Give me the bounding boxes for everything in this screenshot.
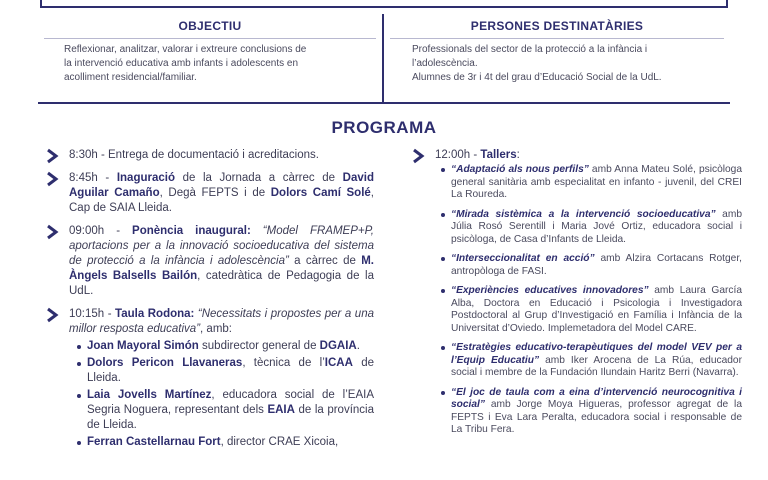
list-item: [441, 285, 742, 335]
round-table-speakers: [69, 339, 374, 450]
list-item: [441, 342, 742, 380]
program-left-column: [44, 148, 374, 458]
item-time: 10:15h: [69, 308, 105, 320]
speaker-role-end: .: [356, 340, 360, 352]
program-item-0830: [44, 148, 374, 163]
item-colon: :: [516, 149, 520, 161]
list-item: [77, 356, 374, 386]
speaker-role: subdirector general de: [198, 340, 320, 352]
chevron-right-icon: [45, 224, 59, 240]
item-text: , Degà FEPTS i de: [159, 187, 271, 199]
item-separator: -: [97, 172, 117, 184]
item-time: 8:45h: [69, 172, 98, 184]
speaker-name: Laia Jovells Martínez: [87, 389, 212, 401]
speaker-org: ICAA: [324, 357, 353, 369]
speaker-org: EAIA: [267, 404, 295, 416]
audience-section: [384, 14, 730, 104]
item-time: 12:00h: [435, 149, 471, 161]
workshop-text: amb Júlia Rosó Serentill i Maria Jové Ortiz, educadora social i psicòloga, de Casa d’Infants de Lleida.: [451, 208, 742, 245]
workshop-title: “El joc de taula com a eina d’intervenció neurocognitiva i social”: [451, 386, 742, 410]
workshops-heading: [435, 148, 742, 163]
workshop-title: “Estratègies educativo-terapèutiques del model VEV per a l’Equip Educatiu”: [451, 342, 742, 366]
item-separator: -: [104, 225, 133, 237]
item-time: 09:00h: [69, 225, 105, 237]
list-item: [441, 209, 742, 247]
speaker-name: M. Àngels Balsells Bailón: [69, 255, 374, 282]
workshop-title: “Adaptació als nous perfils”: [451, 164, 589, 175]
item-text: de la Jornada a càrrec de: [174, 172, 343, 184]
speaker-role-end: de la província de Lleida.: [87, 404, 374, 431]
speaker-name: Ferran Castellarnau Fort: [87, 436, 221, 448]
item-text: - Entrega de documentació i acreditacions.: [97, 149, 319, 161]
list-item: [77, 435, 374, 450]
chevron-right-icon: [411, 148, 425, 164]
speaker-role: , director CRAE Xicoia,: [220, 436, 339, 448]
workshop-title: “Interseccionalitat en acció”: [451, 253, 595, 264]
item-label: Ponència inaugural:: [132, 225, 251, 237]
speaker-name: Dolors Pericon Llavaneras: [87, 357, 243, 369]
workshop-title: “Mirada sistèmica a la intervenció socioeducativa”: [451, 208, 716, 220]
workshop-text: amb Iker Arocena de La Rúa, educador social i membre de la Fundación Ilundain Haritz Berri (Navarra).: [451, 354, 742, 378]
chevron-right-icon: [45, 148, 59, 164]
program-item-1200: [410, 148, 742, 437]
workshop-text: amb Jorge Moya Higueras, professor agregat de la FEPTS i Eva Lara Peralta, educadora social i responsable de La Tribu Fera.: [451, 399, 742, 435]
workshop-text: amb Laura García Alba, Doctora en Educació i Psicologia i Investigadora Postdoctoral al Grup d’Investigació en Família i Infància de la Universitat d’Oviedo. Implemetadora del Model CARE.: [451, 285, 742, 334]
objective-heading: OBJECTIU: [44, 14, 376, 39]
round-table-title: “Necessitats i propostes per a una millor resposta educativa”: [69, 308, 374, 335]
list-item: [441, 387, 742, 437]
list-item: [441, 164, 742, 202]
item-label: Inaguració: [116, 172, 175, 184]
workshop-title: “Experiències educatives innovadores”: [451, 285, 649, 296]
list-item: [77, 388, 374, 433]
workshops-list: [435, 164, 742, 437]
item-text: , catedràtica de Pedagogia de la UdL.: [69, 270, 374, 297]
workshop-text: amb Alzira Cortacans Rotger, antropòloga de FASI.: [451, 253, 742, 277]
speaker-org: DGAIA: [319, 340, 357, 352]
program-item-0900: [44, 224, 374, 299]
item-text: , Cap de SAIA Lleida.: [69, 187, 374, 214]
audience-text: Professionals del sector de la protecció a la infància i l’adolescència. Alumnes de 3r i 4t del grau d’Educació Social de la UdL.: [412, 44, 662, 83]
chevron-right-icon: [45, 307, 59, 323]
item-text: a càrrec de: [288, 255, 362, 267]
list-item: [441, 253, 742, 278]
chevron-right-icon: [45, 171, 59, 187]
info-table: [38, 14, 730, 104]
item-label: Tallers: [480, 149, 517, 161]
speaker-name: Dolors Camí Solé: [270, 187, 371, 199]
workshop-text: amb Anna Mateu Solé, psicòloga general sanitària amb especialitat en infanto - juvenil, del CREI La Roureda.: [451, 164, 742, 200]
objective-section: [38, 14, 384, 104]
item-label: Taula Rodona:: [115, 308, 195, 320]
speaker-role-end: de Lleida.: [87, 357, 374, 384]
top-border-decoration: [40, 0, 728, 8]
talk-title: “Model FRAMEP+P, aportacions per a la innovació socioeducativa del sistema de protecció a la infància i adolescència”: [69, 225, 374, 267]
speaker-role: , tècnica de l’: [242, 357, 325, 369]
item-text: , amb:: [200, 323, 232, 335]
speaker-name: David Aguilar Camaño: [69, 172, 374, 199]
audience-heading: PERSONES DESTINATÀRIES: [390, 14, 724, 39]
list-item: [77, 339, 374, 354]
program-item-1015: [44, 307, 374, 450]
program-right-column: [410, 148, 742, 444]
speaker-name: Joan Mayoral Simón: [87, 340, 199, 352]
item-separator: -: [470, 149, 481, 161]
objective-text: Reflexionar, analitzar, valorar i extreure conclusions de la intervenció educativa amb infants i adolescents en acolliment residencial/familiar.: [64, 44, 307, 83]
program-item-0845: [44, 171, 374, 216]
speaker-role: , educadora social de l’EAIA Segria Noguera, representant dels: [87, 389, 374, 416]
item-separator: -: [104, 308, 116, 320]
programa-title: PROGRAMA: [331, 118, 437, 137]
item-time: 8:30h: [69, 149, 98, 161]
